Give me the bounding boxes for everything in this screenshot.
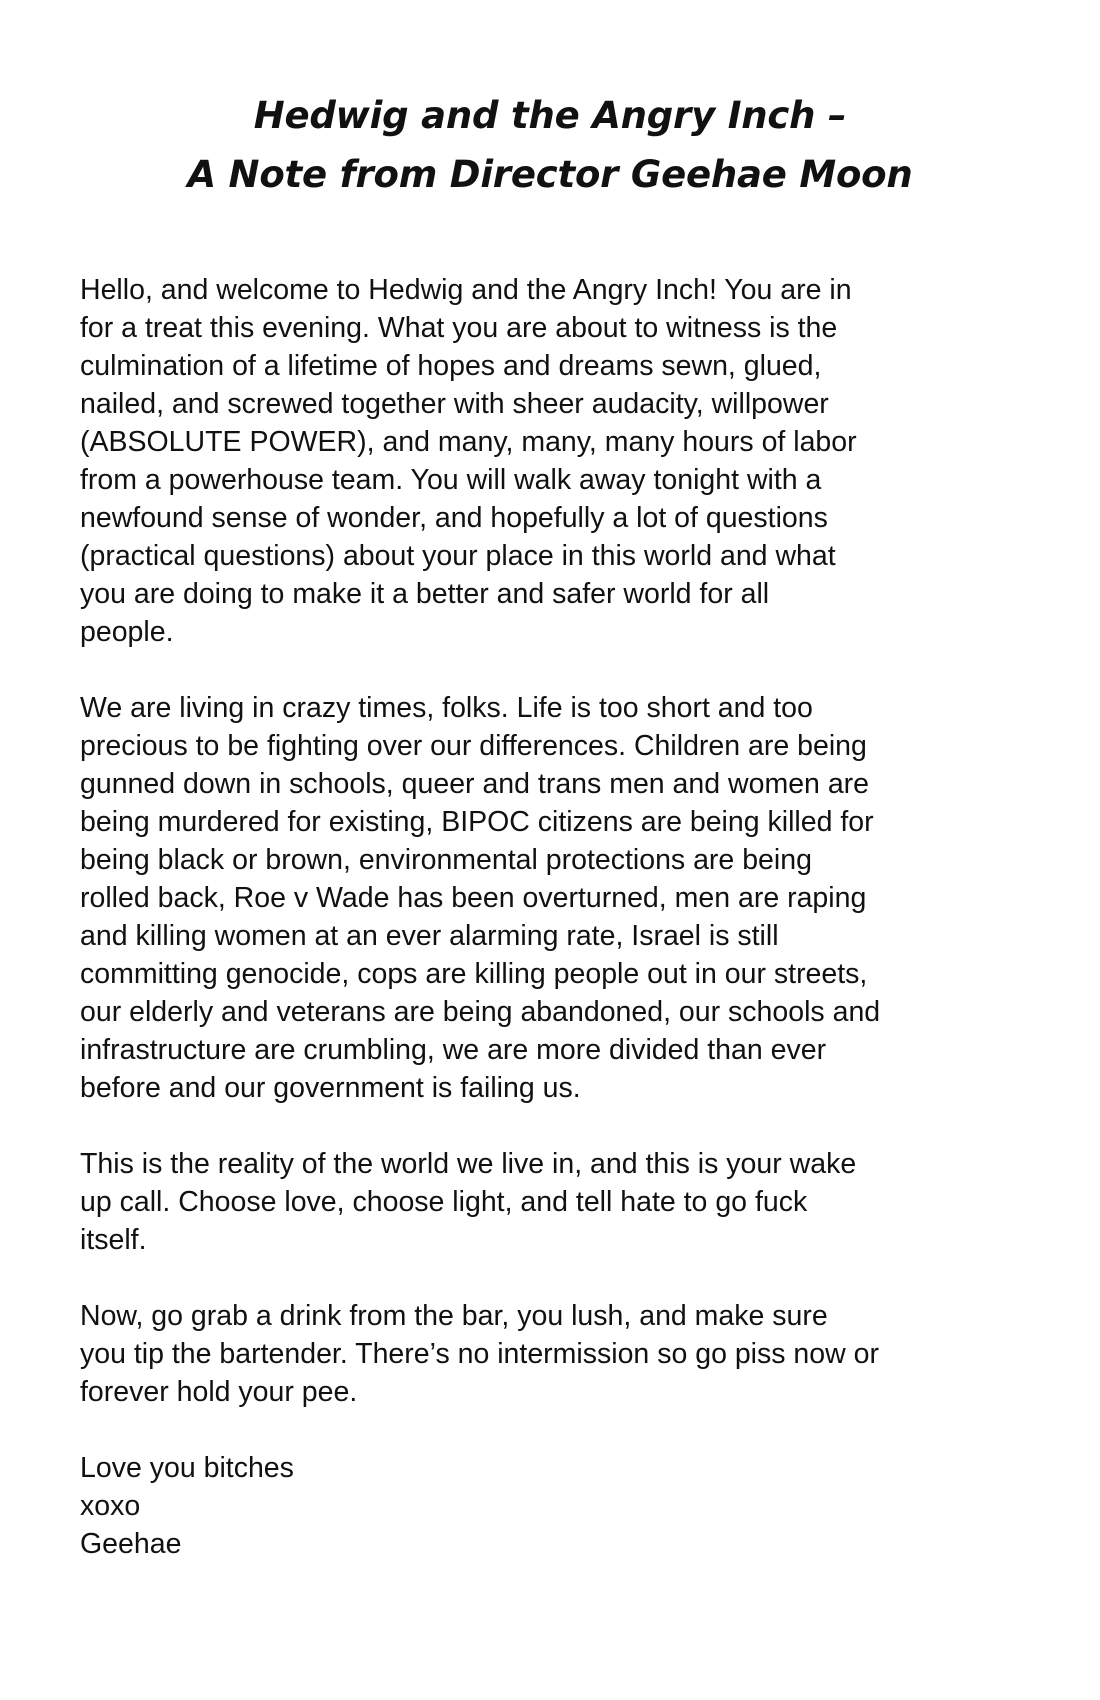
signoff-line-2: xoxo xyxy=(80,1490,141,1522)
paragraph-wake-up-call: This is the reality of the world we live in, and this is your wake up call. Choose love, choose light, and tell hate to go fuck itself. xyxy=(80,1148,857,1256)
title-line-1: Hedwig and the Angry Inch – xyxy=(253,94,847,137)
title-line-2: A Note from Director Geehae Moon xyxy=(187,153,913,196)
signoff xyxy=(80,1449,1040,1563)
paragraph-crazy-times: We are living in crazy times, folks. Life is too short and too precious to be fighting over our differences. Children are being gunned down in schools, queer and trans men and women are being murdered for existing, BIPOC citizens are being killed for being black or brown, environmental protections are being rolled back, Roe v Wade has been overturned, men are raping and killing women at an ever alarming rate, Israel is still committing genocide, cops are killing people out in our streets, our elderly and veterans are being abandoned, our schools and infrastructure are crumbling, we are more divided than ever before and our government is failing us. xyxy=(80,692,881,1104)
signoff-line-1: Love you bitches xyxy=(80,1452,294,1484)
signoff-signature: Geehae xyxy=(80,1528,182,1560)
paragraph-bar: Now, go grab a drink from the bar, you lush, and make sure you tip the bartender. There’s no intermission so go piss now or forever hold your pee. xyxy=(80,1300,879,1408)
page-title xyxy=(0,86,1100,204)
paragraph-welcome: Hello, and welcome to Hedwig and the Angry Inch! You are in for a treat this evening. What you are about to witness is the culmination of a lifetime of hopes and dreams sewn, glued, nailed, and screwed together with sheer audacity, willpower (ABSOLUTE POWER), and many, many, many hours of labor from a powerhouse team. You will walk away tonight with a newfound sense of wonder, and hopefully a lot of questions (practical questions) about your place in this world and what you are doing to make it a better and safer world for all people. xyxy=(80,274,857,648)
director-note-body xyxy=(80,271,1040,1563)
